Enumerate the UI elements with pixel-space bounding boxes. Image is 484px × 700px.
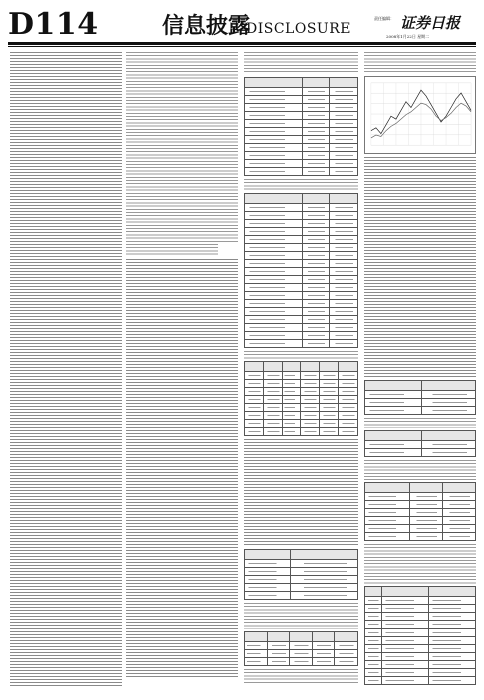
section-title-en: DISCLOSURE [246, 21, 351, 37]
section-title-cn: 信息披露 [162, 13, 251, 39]
price-chart [364, 76, 476, 154]
column-2 [126, 52, 238, 692]
body-text [244, 669, 358, 683]
data-table-7 [364, 430, 476, 457]
data-table-3 [244, 361, 358, 436]
body-text [244, 179, 358, 191]
body-text [244, 52, 358, 74]
body-text [244, 351, 358, 359]
body-text [126, 244, 218, 256]
header-rule [8, 42, 476, 45]
data-table-2 [244, 193, 358, 348]
body-text [364, 157, 476, 377]
body-text [364, 418, 476, 428]
body-text [244, 603, 358, 629]
body-text [126, 259, 238, 679]
column-3 [244, 52, 358, 692]
body-text [364, 460, 476, 480]
data-table-1 [244, 77, 358, 176]
body-text [244, 439, 358, 547]
line-chart [365, 77, 475, 153]
body-text [364, 544, 476, 584]
data-table-6 [364, 380, 476, 415]
newspaper-logo: 证券日报 [400, 14, 461, 32]
page-header [8, 6, 476, 46]
header-rule-thin [8, 46, 476, 47]
data-table-4 [244, 549, 358, 600]
issue-date: 2008年1月22日 星期二 [386, 34, 430, 39]
data-table-9 [364, 586, 476, 685]
body-text [364, 52, 476, 74]
body-text [10, 52, 122, 688]
data-table-8 [364, 482, 476, 541]
data-table-5 [244, 631, 358, 666]
body-text [126, 52, 238, 242]
column-4 [364, 52, 476, 692]
editor-credit: 责任编辑： [374, 16, 394, 21]
column-1 [10, 52, 122, 692]
page-number: D114 [8, 7, 99, 42]
